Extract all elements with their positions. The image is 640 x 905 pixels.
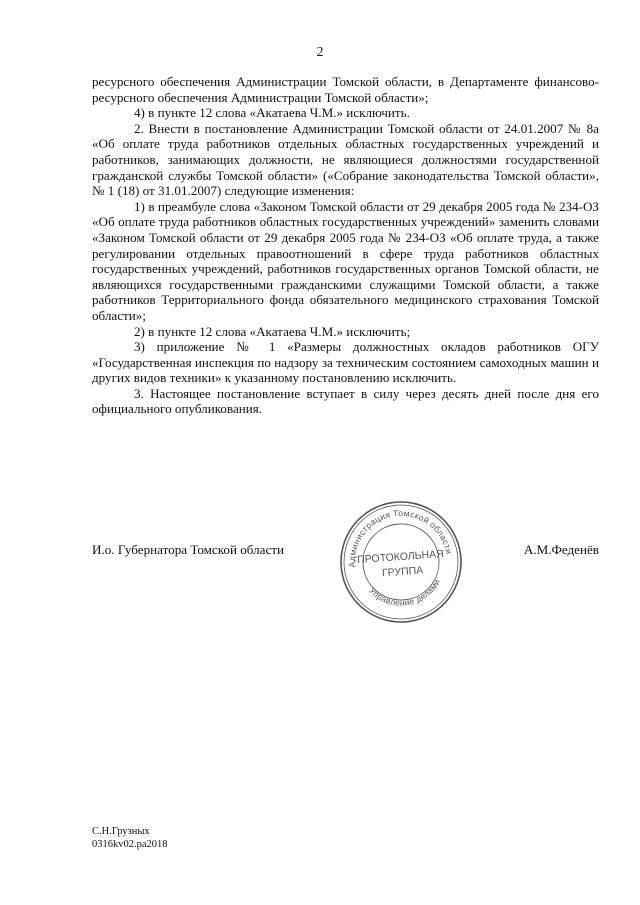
paragraph: 4) в пункте 12 слова «Акатаева Ч.М.» исключить. — [134, 105, 410, 121]
signatory-title: И.о. Губернатора Томской области — [92, 542, 285, 557]
svg-text:Управление делами — [366, 576, 444, 613]
author-initials: С.Н.Грузных — [92, 826, 150, 837]
paragraph: 2. Внести в постановление Администрации Томской области от 24.01.2007 № 8а «Об оплате труда работников отдельных областных государственных учреждений и работников, занимающих должности, не являющиеся должностями государственной гражданской службы Томской области» («Собрание законодательства Томской области», № 1 (18) от 31.01.2007) следующие изменения: — [92, 120, 599, 199]
document-body — [92, 74, 599, 417]
paragraph: 1) в преамбуле слова «Законом Томской области от 29 декабря 2005 года № 234-ОЗ «Об оплате труда работников областных государственных учреждений» заменить словами «Законом Томской области от 29 декабря 2005 года № 234-ОЗ «Об оплате труда, а также регулировании отдельных правоотношений в сфере труда работников областных государственных учреждений, работников государственных органов Томской области, не являющихся государственными гражданскими служащими Томской области, а также работников Территориального фонда обязательного медицинского страхования Томской области»; — [92, 198, 599, 323]
document-footer — [92, 826, 168, 851]
stamp-ring-top-text: Администрация Томской области — [346, 507, 455, 568]
stamp-graphic — [337, 498, 465, 626]
paragraph: 3) приложение № 1 «Размеры должностных окладов работников ОГУ «Государственная инспекция по надзору за техническим состоянием самоходных машин и других видов техники» к указанному постановлению исключить. — [92, 339, 599, 386]
paragraph: 2) в пункте 12 слова «Акатаева Ч.М.» исключить; — [134, 323, 411, 339]
document-code: 0316kv02.pa2018 — [92, 838, 168, 850]
stamp-ring-bottom-text: Управление делами — [367, 577, 442, 608]
stamp-center-line2: ГРУППА — [381, 564, 424, 580]
stamp-center-line1: ПРОТОКОЛЬНАЯ — [356, 548, 445, 567]
paragraph: ресурсного обеспечения Администрации Томской области, в Департаменте финансово-ресурсного обеспечения Администрации Томской области»; — [92, 74, 599, 105]
signatory-name: А.М.Феденёв — [523, 542, 599, 557]
page-number: 2 — [316, 44, 324, 59]
official-stamp — [337, 498, 465, 626]
paragraph: 3. Настоящее постановление вступает в силу через десять дней после дня его официального опубликования. — [92, 385, 599, 417]
